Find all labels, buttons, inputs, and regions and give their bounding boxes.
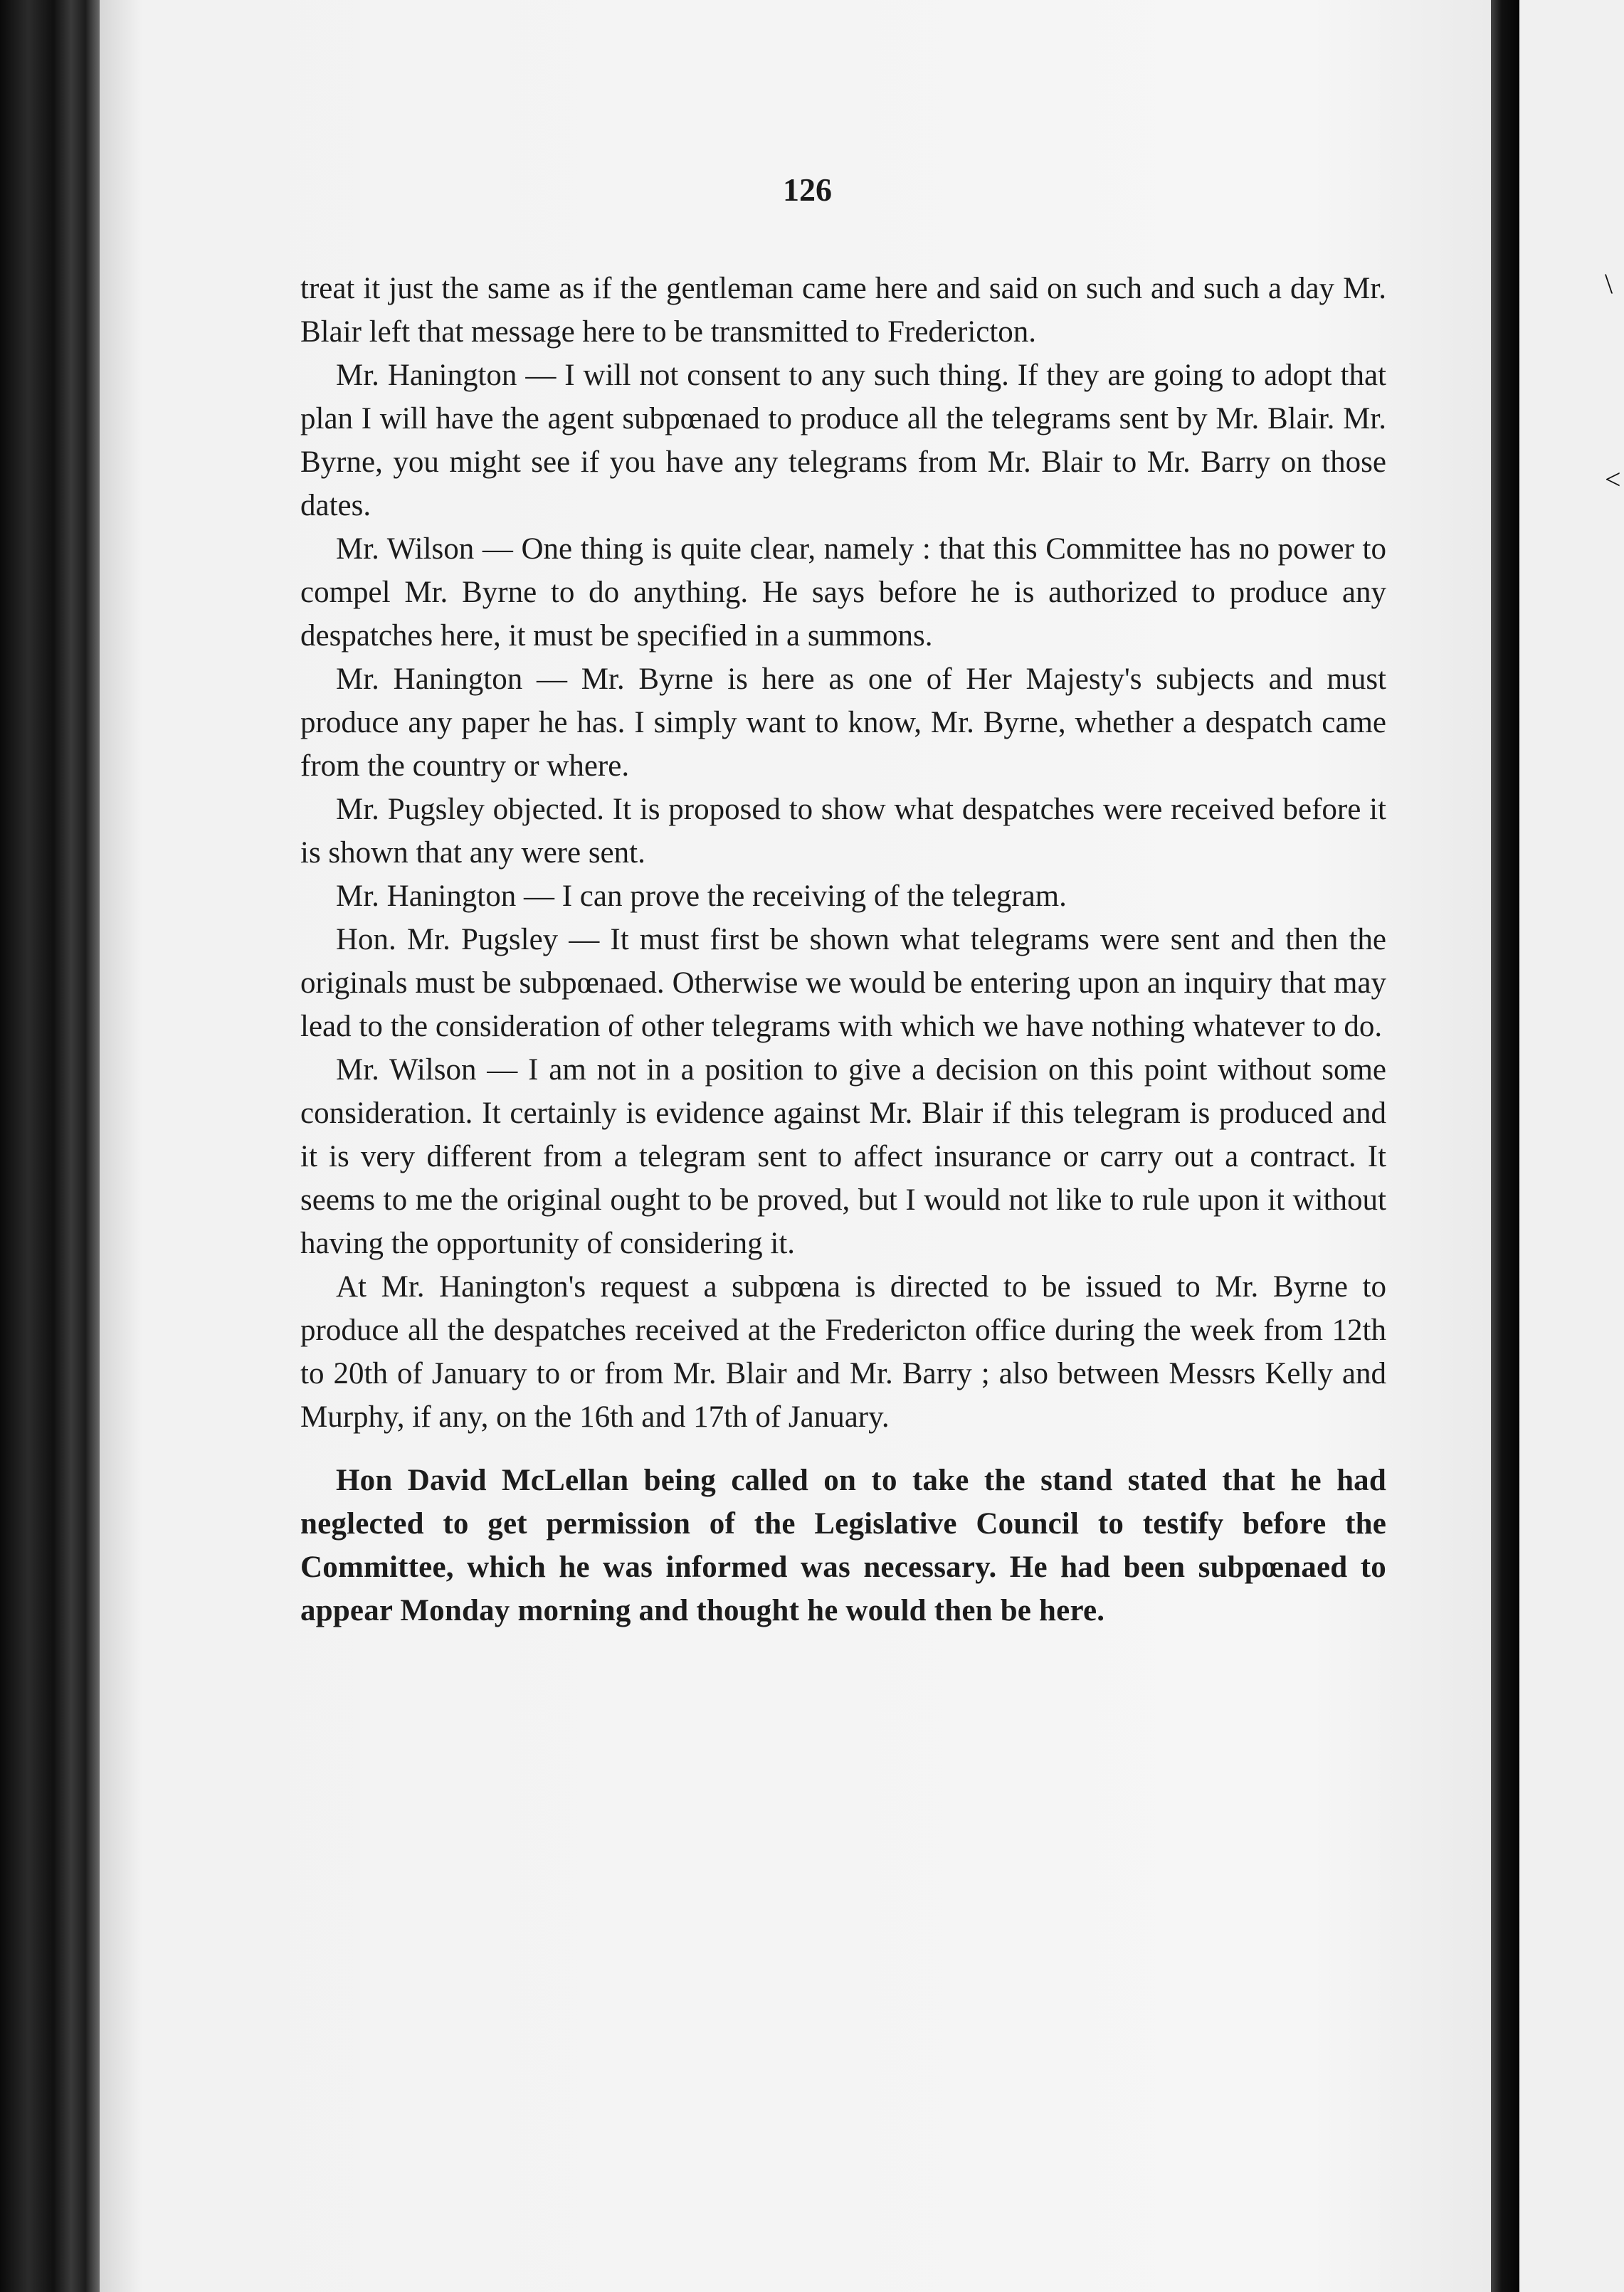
book-spine (0, 0, 100, 2292)
paragraph-pugsley-objected: Mr. Pugsley objected. It is proposed to show what despatches were received before it is shown that any were sent. (300, 793, 1386, 870)
paragraph-subpoena-request: At Mr. Hanington's request a subpœna is directed to be issued to Mr. Byrne to produce all the despatches received at the Fredericton office during the week from 12th to 20th of January to or from Mr. Blair and Mr. Barry ; also between Messrs Kelly and Murphy, if any, on the 16th and 17th of January. (300, 1270, 1386, 1434)
page-number: 126 (783, 171, 832, 208)
page-text (300, 267, 1386, 1632)
adjacent-page-mark-1: \ (1605, 268, 1613, 300)
paragraph-hanington-prove: Mr. Hanington — I can prove the receiving of the telegram. (336, 880, 1067, 913)
adjacent-page-edge (1519, 0, 1624, 2292)
paragraph-hanington-subjects: Mr. Hanington — Mr. Byrne is here as one of Her Majesty's subjects and must produce any paper he has. I simply want to know, Mr. Byrne, whether a despatch came from the country or where. (300, 662, 1386, 783)
paragraph-mclellan: Hon David McLellan being called on to take the stand stated that he had neglected to get permission of the Legislative Council to testify before the Committee, which he was informed was necessary. He had been subpœnaed to appear Monday morning and thought he would then be here. (300, 1464, 1386, 1627)
paragraph-wilson-decision: Mr. Wilson — I am not in a position to give a decision on this point without some consideration. It certainly is evidence against Mr. Blair if this telegram is produced and it is very different from a telegram sent to affect insurance or carry out a contract. It seems to me the original ought to be proved, but I would not like to rule upon it without having the opportunity of considering it. (300, 1053, 1386, 1260)
paragraph-wilson-committee-power: Mr. Wilson — One thing is quite clear, namely : that this Committee has no power to compel Mr. Byrne to do anything. He says before he is authorized to produce any despatches here, it must be specified in a summons. (300, 532, 1386, 653)
paragraph-pugsley-telegrams: Hon. Mr. Pugsley — It must first be shown what telegrams were sent and then the originals must be subpœnaed. Otherwise we would be entering upon an inquiry that may lead to the consideration of other telegrams with which we have nothing whatever to do. (300, 923, 1386, 1043)
adjacent-page-mark-2: < (1605, 463, 1621, 495)
page-gutter (1491, 0, 1519, 2292)
paragraph-continued: treat it just the same as if the gentleman came here and said on such and such a day Mr. Blair left that message here to be transmitted to Fredericton. (300, 272, 1386, 349)
paragraph-hanington-objection: Mr. Hanington — I will not consent to any such thing. If they are going to adopt that plan I will have the agent subpœnaed to produce all the telegrams sent by Mr. Blair. Mr. Byrne, you might see if you have any telegrams from Mr. Blair to Mr. Barry on those dates. (300, 359, 1386, 522)
